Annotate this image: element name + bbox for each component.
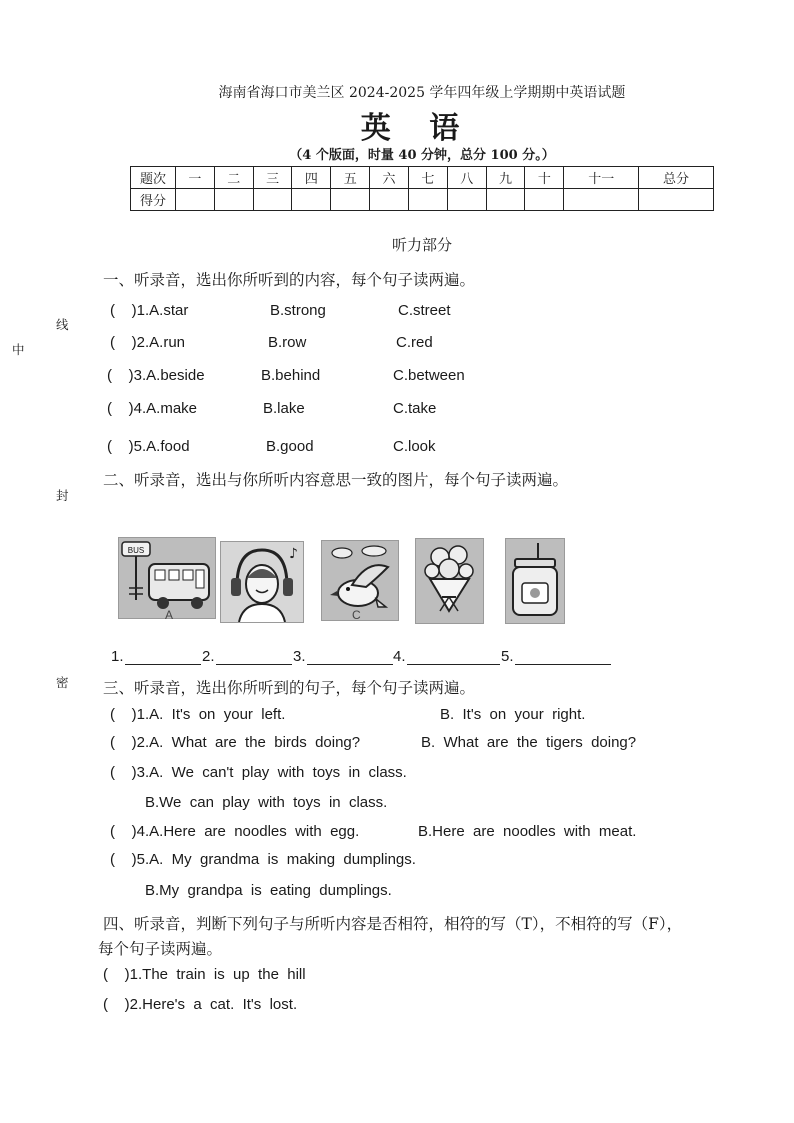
s3-q1: ( )1.A. It's on your left. (110, 706, 286, 723)
section2-heading: 二、听录音，选出与你所听内容意思一致的图片，每个句子读两遍。 (103, 471, 569, 489)
girl-headphones-icon (221, 542, 303, 622)
score-input-cell[interactable] (639, 189, 714, 211)
score-input-cell[interactable] (447, 189, 486, 211)
picture-d (415, 538, 484, 624)
section3-heading: 三、听录音，选出你所听到的句子，每个句子读两遍。 (103, 679, 476, 697)
s3-q3-b: B.We can play with toys in class. (145, 794, 388, 811)
score-input-cell[interactable] (214, 189, 253, 211)
margin-char-mi: 密 (56, 675, 69, 690)
s3-q2-b: B. What are the tigers doing? (421, 734, 637, 751)
score-cell: 七 (408, 167, 447, 189)
score-cell: 六 (370, 167, 409, 189)
score-input-cell[interactable] (486, 189, 525, 211)
s3-q1-b: B. It's on your right. (440, 706, 586, 723)
subject-title: 英 语 (360, 111, 474, 146)
s2-answer-blank-5[interactable] (515, 664, 611, 665)
s3-q5: ( )5.A. My grandma is making dumplings. (110, 851, 416, 868)
s1-q3-c: C.between (393, 367, 465, 384)
exam-title: 海南省海口市美兰区 2024-2025 学年四年级上学期期中英语试题 (218, 85, 626, 101)
s3-q4-b: B.Here are noodles with meat. (418, 823, 637, 840)
svg-text:♪: ♪ (289, 546, 298, 562)
s3-q4: ( )4.A.Here are noodles with egg. (110, 823, 360, 840)
s1-q3: ( )3.A.beside (107, 367, 205, 384)
s1-q2-b: B.row (268, 334, 307, 351)
s2-answer-blank-2[interactable] (216, 664, 292, 665)
score-table (130, 166, 714, 211)
s1-q1: ( )1.A.star (110, 302, 189, 319)
s2-answer-blank-1[interactable] (125, 664, 201, 665)
score-cell: 四 (292, 167, 331, 189)
s2-answer-blank-3[interactable] (307, 664, 393, 665)
s2-blank-label-1: 1. (111, 648, 124, 665)
section4-heading-line1: 四、听录音，判断下列句子与所听内容是否相符，相符的写（T），不相符的写（F）， (103, 915, 683, 933)
s1-q2: ( )2.A.run (110, 334, 186, 351)
s1-q5-b: B.good (266, 438, 314, 455)
s2-blank-label-2: 2. (202, 648, 215, 665)
s1-q3-b: B.behind (261, 367, 321, 384)
margin-char-zhong: 中 (12, 342, 25, 357)
s1-q1-c: C.street (398, 302, 451, 319)
s2-blank-label-4: 4. (393, 648, 406, 665)
s3-q5-b: B.My grandpa is eating dumplings. (145, 882, 392, 899)
s2-blank-label-5: 5. (501, 648, 514, 665)
score-cell: 总分 (639, 167, 714, 189)
score-input-cell[interactable] (370, 189, 409, 211)
section1-heading: 一、听录音，选出你所听到的内容，每个句子读两遍。 (103, 271, 476, 289)
flower-bouquet-icon (416, 539, 483, 623)
s1-q4: ( )4.A.make (107, 400, 198, 417)
s3-q3: ( )3.A. We can't play with toys in class. (110, 764, 407, 781)
picture-a (118, 537, 216, 619)
margin-char-xian: 线 (56, 317, 69, 332)
jar-icon (506, 539, 564, 623)
s4-q2: ( )2.Here's a cat. It's lost. (103, 996, 298, 1013)
score-row-label: 得分 (131, 189, 176, 211)
score-input-cell[interactable] (253, 189, 292, 211)
bus-sign-text: BUS (127, 546, 145, 555)
s4-q1: ( )1.The train is up the hill (103, 966, 306, 983)
s1-q1-b: B.strong (270, 302, 326, 319)
score-cell: 五 (331, 167, 370, 189)
score-input-cell[interactable] (525, 189, 564, 211)
score-cell: 二 (214, 167, 253, 189)
margin-char-feng: 封 (56, 488, 69, 503)
score-cell: 八 (447, 167, 486, 189)
score-input-cell[interactable] (408, 189, 447, 211)
section4-heading-line2: 每个句子读两遍。 (98, 940, 223, 958)
picture-b (220, 541, 304, 623)
s1-q2-c: C.red (396, 334, 433, 351)
score-cell: 题次 (131, 167, 176, 189)
score-cell: 十 (525, 167, 564, 189)
s1-q4-b: B.lake (263, 400, 305, 417)
score-cell: 九 (486, 167, 525, 189)
s3-q2: ( )2.A. What are the birds doing? (110, 734, 361, 751)
score-input-cell[interactable] (176, 189, 215, 211)
picture-a-letter: A (165, 608, 174, 622)
picture-e (505, 538, 565, 624)
score-table-header-row (131, 167, 714, 189)
score-input-cell[interactable] (292, 189, 331, 211)
score-cell: 十一 (564, 167, 639, 189)
s1-q5: ( )5.A.food (107, 438, 190, 455)
score-input-cell[interactable] (331, 189, 370, 211)
score-cell: 一 (176, 167, 215, 189)
score-input-cell[interactable] (564, 189, 639, 211)
exam-info: （4 个版面，时量 40 分钟，总分 100 分。） (289, 148, 555, 163)
bus-icon (119, 538, 215, 618)
s1-q5-c: C.look (393, 438, 436, 455)
score-cell: 三 (253, 167, 292, 189)
s2-answer-blank-4[interactable] (407, 664, 500, 665)
part-title: 听力部分 (391, 236, 452, 254)
picture-c-letter: C (352, 608, 361, 622)
s1-q4-c: C.take (393, 400, 437, 417)
s2-blank-label-3: 3. (293, 648, 306, 665)
score-table-score-row (131, 189, 714, 211)
